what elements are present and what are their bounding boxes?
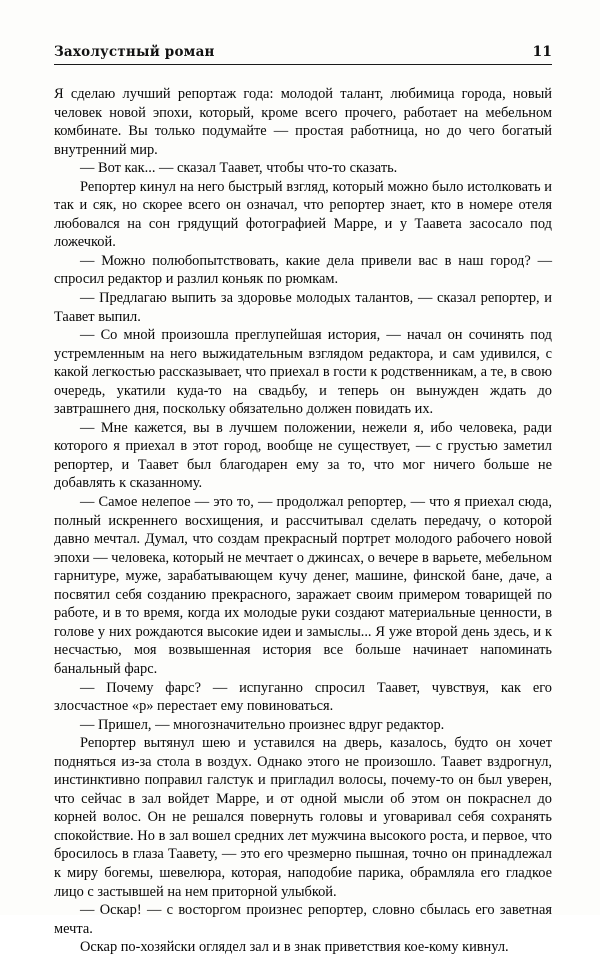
paragraph: — Самое нелепое — это то, — продолжал репортер, — что я приехал сюда, полный искреннего восхищения, и рассчитывал сделать передачу, о которой давно мечтал. Думал, что создам прекрасный портрет молодого рабочего новой эпохи — человека, который не мечтает о джинсах, о вечере в варьете, мебельном гарнитуре, муже, зарабатывающем кучу денег, машине, финской бане, даче, а посвятил себя созданию прекрасного, заражает своим примером товарищей по работе, и в то время, когда их молодые руки создают материальные ценности, в голове у них рождаются высокие идеи и замыслы... Я уже второй день здесь, и к несчастью, моя возвышенная история все больше начинает напоминать банальный фарс. xyxy=(54,494,552,677)
paragraph: — Пришел, — многозначительно произнес вдруг редактор. xyxy=(80,716,445,733)
page-number: 11 xyxy=(532,44,552,60)
page-body xyxy=(54,85,552,957)
paragraph: Репортер вытянул шею и уставился на дверь, казалось, будто он хочет подняться из-за стола в воздух. Однако этого не произошло. Таавет вздрогнул, инстинктивно поправил галстук и пригладил волосы, почему-то он был уверен, что сейчас в зал войдет Марре, и от одной мысли об этом он покраснел до корней волос. Он не решался повернуть головы и уговаривал себя сохранять спокойствие. Но в зал вошел средних лет мужчина высокого роста, и первое, что бросилось в глаза Таавету, — это его чрезмерно пышная, точно он принадлежал к миру богемы, шевелюра, которая, наподобие парика, обрамляла его гладкое лицо с застывшей на нем приторной улыбкой. xyxy=(54,735,552,900)
paragraph: — Оскар! — с восторгом произнес репортер, словно сбылась его заветная мечта. xyxy=(54,902,552,937)
paragraph: — Вот как... — сказал Таавет, чтобы что-то сказать. xyxy=(80,160,398,177)
paragraph: — Со мной произошла преглупейшая история, — начал он сочинять под устремленным на него выжидательным взглядом редактора, и сам удивился, с какой легкостью рассказывает, что приехал в гости к родственникам, а те, в свою очередь, укатили куда-то на свадьбу, и теперь он вынужден ждать до завтрашнего дня, поскольку обязательно должен повидать их. xyxy=(54,327,552,418)
paragraph: — Мне кажется, вы в лучшем положении, нежели я, ибо человека, ради которого я приехал в этот город, вообще не существует, — с грустью заметил репортер, и Таавет был благодарен ему за то, что мог ничего больше не добавлять к сказанному. xyxy=(54,419,552,492)
paragraph: — Почему фарс? — испуганно спросил Таавет, чувствуя, как его злосчастное «р» перестает ему повиноваться. xyxy=(54,679,552,715)
paragraph: — Предлагаю выпить за здоровье молодых талантов, — сказал репортер, и Таавет выпил. xyxy=(54,290,552,325)
page-header xyxy=(54,44,552,65)
paragraph: Репортер кинул на него быстрый взгляд, который можно было истолковать и так и сяк, но скорее всего он означал, что репортер знает, кто в номере отеля любовался на сон грядущий фотографией Марре, и у Таавета засосало под ложечкой. xyxy=(54,178,552,251)
running-head-title: Захолустный роман xyxy=(54,44,215,60)
paragraph: — Можно полюбопытствовать, какие дела привели вас в наш город? — спросил редактор и разлил коньяк по рюмкам. xyxy=(54,252,552,288)
paragraph: Оскар по-хозяйски оглядел зал и в знак приветствия кое-кому кивнул. xyxy=(80,939,509,956)
paragraph: Я сделаю лучший репортаж года: молодой талант, любимица города, новый человек новой эпохи, который, кроме всего прочего, работает на мебельном комбинате. Вы только подумайте — простая работница, но до чего богатый внутренний мир. xyxy=(54,86,552,158)
